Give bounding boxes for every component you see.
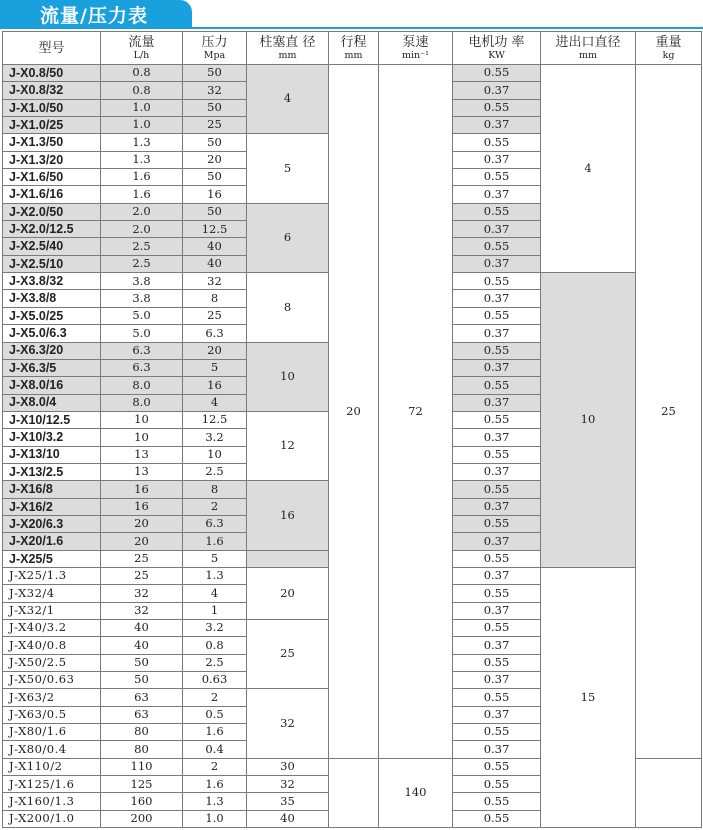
- cell-motor: 0.55: [453, 585, 541, 602]
- cell-model: J-X1.0/25: [3, 117, 101, 134]
- cell-speed: 72: [379, 65, 453, 759]
- cell-motor: 0.37: [453, 221, 541, 238]
- cell-model: J-X25/5: [3, 550, 101, 567]
- cell-plunger: 25: [247, 620, 329, 689]
- cell-pressure: 6.3: [183, 325, 247, 342]
- cell-model: J-X20/6.3: [3, 515, 101, 532]
- cell-plunger: 32: [247, 689, 329, 758]
- cell-motor: 0.55: [453, 481, 541, 498]
- cell-motor: 0.37: [453, 429, 541, 446]
- cell-motor: 0.55: [453, 793, 541, 810]
- cell-pressure: 5: [183, 550, 247, 567]
- cell-port: 10: [541, 273, 636, 568]
- cell-motor: 0.37: [453, 498, 541, 515]
- cell-model: J-X1.6/16: [3, 186, 101, 203]
- cell-flow: 6.3: [101, 359, 183, 376]
- cell-model: J-X13/2.5: [3, 463, 101, 480]
- cell-motor: 0.55: [453, 758, 541, 775]
- cell-pressure: 1.6: [183, 724, 247, 741]
- cell-flow: 2.5: [101, 238, 183, 255]
- cell-motor: 0.55: [453, 203, 541, 220]
- cell-pressure: 50: [183, 65, 247, 82]
- cell-flow: 1.6: [101, 186, 183, 203]
- cell-model: J-X200/1.0: [3, 810, 101, 827]
- cell-motor: 0.55: [453, 377, 541, 394]
- cell-model: J-X10/3.2: [3, 429, 101, 446]
- cell-model: J-X40/0.8: [3, 637, 101, 654]
- cell-motor: 0.37: [453, 567, 541, 584]
- cell-plunger: 5: [247, 134, 329, 203]
- cell-plunger: 4: [247, 65, 329, 134]
- cell-motor: 0.55: [453, 810, 541, 827]
- cell-flow: 80: [101, 741, 183, 758]
- cell-pressure: 1.6: [183, 776, 247, 793]
- cell-motor: 0.37: [453, 359, 541, 376]
- cell-model: J-X50/0.63: [3, 672, 101, 689]
- cell-pressure: 12.5: [183, 221, 247, 238]
- cell-flow: 10: [101, 429, 183, 446]
- cell-flow: 40: [101, 620, 183, 637]
- cell-pressure: 3.2: [183, 429, 247, 446]
- cell-pressure: 6.3: [183, 515, 247, 532]
- cell-plunger: 10: [247, 342, 329, 411]
- cell-flow: 1.0: [101, 99, 183, 116]
- cell-model: J-X5.0/25: [3, 307, 101, 324]
- cell-motor: 0.37: [453, 290, 541, 307]
- cell-pressure: 2: [183, 689, 247, 706]
- cell-flow: 3.8: [101, 290, 183, 307]
- cell-motor: 0.37: [453, 186, 541, 203]
- cell-motor: 0.55: [453, 134, 541, 151]
- cell-model: J-X0.8/32: [3, 82, 101, 99]
- header-model: 型号: [3, 32, 101, 65]
- cell-plunger: [247, 550, 329, 567]
- header-speed: 泵速 min⁻¹: [379, 32, 453, 65]
- cell-flow: 1.3: [101, 151, 183, 168]
- cell-pressure: 1.6: [183, 533, 247, 550]
- header-weight: 重量 kg: [636, 32, 702, 65]
- cell-pressure: 0.5: [183, 706, 247, 723]
- cell-motor: 0.37: [453, 117, 541, 134]
- cell-pressure: 1: [183, 602, 247, 619]
- cell-model: J-X6.3/5: [3, 359, 101, 376]
- cell-flow: 8.0: [101, 377, 183, 394]
- cell-motor: 0.37: [453, 82, 541, 99]
- cell-plunger: 35: [247, 793, 329, 810]
- cell-model: J-X16/8: [3, 481, 101, 498]
- cell-flow: 32: [101, 585, 183, 602]
- cell-flow: 2.0: [101, 221, 183, 238]
- cell-motor: 0.37: [453, 533, 541, 550]
- cell-motor: 0.55: [453, 238, 541, 255]
- title-bar: [0, 0, 703, 27]
- cell-model: J-X3.8/8: [3, 290, 101, 307]
- cell-motor: 0.37: [453, 706, 541, 723]
- cell-motor: 0.37: [453, 394, 541, 411]
- cell-flow: 16: [101, 498, 183, 515]
- cell-weight: [636, 758, 702, 827]
- cell-pressure: 40: [183, 238, 247, 255]
- cell-motor: 0.55: [453, 515, 541, 532]
- cell-plunger: 12: [247, 411, 329, 480]
- cell-model: J-X20/1.6: [3, 533, 101, 550]
- cell-motor: 0.55: [453, 689, 541, 706]
- cell-motor: 0.37: [453, 672, 541, 689]
- cell-pressure: 0.4: [183, 741, 247, 758]
- cell-model: J-X2.0/50: [3, 203, 101, 220]
- cell-stroke: 20: [329, 65, 379, 759]
- cell-flow: 6.3: [101, 342, 183, 359]
- cell-plunger: 30: [247, 758, 329, 775]
- cell-pressure: 50: [183, 99, 247, 116]
- cell-pressure: 5: [183, 359, 247, 376]
- cell-flow: 13: [101, 463, 183, 480]
- cell-model: J-X160/1.3: [3, 793, 101, 810]
- cell-motor: 0.55: [453, 169, 541, 186]
- cell-pressure: 0.63: [183, 672, 247, 689]
- header-row: [3, 32, 702, 65]
- table-body: [3, 65, 702, 828]
- cell-plunger: 16: [247, 481, 329, 550]
- cell-motor: 0.55: [453, 620, 541, 637]
- cell-pressure: 2.5: [183, 463, 247, 480]
- cell-pressure: 10: [183, 446, 247, 463]
- spec-table: [2, 31, 702, 828]
- cell-motor: 0.37: [453, 637, 541, 654]
- cell-pressure: 12.5: [183, 411, 247, 428]
- cell-plunger: 40: [247, 810, 329, 827]
- page-title: 流量/压力表: [40, 5, 148, 27]
- cell-motor: 0.37: [453, 151, 541, 168]
- cell-pressure: 20: [183, 151, 247, 168]
- cell-model: J-X5.0/6.3: [3, 325, 101, 342]
- header-plunger: 柱塞直 径 mm: [247, 32, 329, 65]
- cell-pressure: 1.3: [183, 793, 247, 810]
- cell-port: 15: [541, 567, 636, 827]
- cell-motor: 0.37: [453, 463, 541, 480]
- cell-flow: 20: [101, 515, 183, 532]
- cell-pressure: 16: [183, 377, 247, 394]
- cell-model: J-X50/2.5: [3, 654, 101, 671]
- cell-model: J-X80/1.6: [3, 724, 101, 741]
- cell-flow: 2.0: [101, 203, 183, 220]
- cell-pressure: 1.0: [183, 810, 247, 827]
- cell-model: J-X63/2: [3, 689, 101, 706]
- cell-model: J-X32/4: [3, 585, 101, 602]
- cell-port: 4: [541, 65, 636, 273]
- cell-model: J-X1.0/50: [3, 99, 101, 116]
- cell-motor: 0.55: [453, 273, 541, 290]
- cell-flow: 1.3: [101, 134, 183, 151]
- cell-pressure: 32: [183, 82, 247, 99]
- cell-motor: 0.55: [453, 776, 541, 793]
- cell-flow: 5.0: [101, 307, 183, 324]
- cell-stroke: [329, 758, 379, 827]
- cell-model: J-X0.8/50: [3, 65, 101, 82]
- cell-weight: 25: [636, 65, 702, 759]
- cell-flow: 10: [101, 411, 183, 428]
- cell-plunger: 32: [247, 776, 329, 793]
- cell-pressure: 8: [183, 481, 247, 498]
- cell-motor: 0.37: [453, 741, 541, 758]
- cell-flow: 20: [101, 533, 183, 550]
- cell-motor: 0.55: [453, 307, 541, 324]
- header-motor: 电机功 率 KW: [453, 32, 541, 65]
- cell-pressure: 2: [183, 758, 247, 775]
- cell-pressure: 50: [183, 134, 247, 151]
- cell-flow: 80: [101, 724, 183, 741]
- cell-model: J-X63/0.5: [3, 706, 101, 723]
- cell-pressure: 0.8: [183, 637, 247, 654]
- cell-pressure: 50: [183, 169, 247, 186]
- cell-speed: 140: [379, 758, 453, 827]
- cell-flow: 25: [101, 550, 183, 567]
- cell-flow: 63: [101, 706, 183, 723]
- cell-model: J-X40/3.2: [3, 620, 101, 637]
- header-port: 进出口直径 mm: [541, 32, 636, 65]
- cell-model: J-X13/10: [3, 446, 101, 463]
- cell-pressure: 8: [183, 290, 247, 307]
- cell-plunger: 8: [247, 273, 329, 342]
- cell-model: J-X1.3/20: [3, 151, 101, 168]
- cell-pressure: 1.3: [183, 567, 247, 584]
- cell-plunger: 6: [247, 203, 329, 272]
- cell-model: J-X2.5/40: [3, 238, 101, 255]
- cell-model: J-X25/1.3: [3, 567, 101, 584]
- cell-motor: 0.55: [453, 342, 541, 359]
- cell-flow: 125: [101, 776, 183, 793]
- cell-model: J-X10/12.5: [3, 411, 101, 428]
- cell-motor: 0.55: [453, 65, 541, 82]
- header-flow: 流量 L/h: [101, 32, 183, 65]
- cell-pressure: 25: [183, 307, 247, 324]
- cell-pressure: 50: [183, 203, 247, 220]
- title-underline: [0, 27, 703, 29]
- cell-model: J-X8.0/16: [3, 377, 101, 394]
- header-stroke: 行程 mm: [329, 32, 379, 65]
- cell-flow: 200: [101, 810, 183, 827]
- cell-motor: 0.37: [453, 602, 541, 619]
- cell-motor: 0.37: [453, 255, 541, 272]
- cell-flow: 63: [101, 689, 183, 706]
- cell-pressure: 25: [183, 117, 247, 134]
- cell-model: J-X1.6/50: [3, 169, 101, 186]
- cell-model: J-X8.0/4: [3, 394, 101, 411]
- cell-pressure: 40: [183, 255, 247, 272]
- cell-flow: 40: [101, 637, 183, 654]
- cell-motor: 0.55: [453, 724, 541, 741]
- cell-flow: 1.6: [101, 169, 183, 186]
- cell-pressure: 2: [183, 498, 247, 515]
- cell-plunger: 20: [247, 567, 329, 619]
- cell-model: J-X3.8/32: [3, 273, 101, 290]
- cell-model: J-X125/1.6: [3, 776, 101, 793]
- cell-model: J-X1.3/50: [3, 134, 101, 151]
- cell-motor: 0.55: [453, 446, 541, 463]
- cell-flow: 0.8: [101, 82, 183, 99]
- cell-motor: 0.55: [453, 411, 541, 428]
- cell-model: J-X16/2: [3, 498, 101, 515]
- cell-flow: 32: [101, 602, 183, 619]
- cell-model: J-X80/0.4: [3, 741, 101, 758]
- cell-pressure: 4: [183, 394, 247, 411]
- cell-model: J-X32/1: [3, 602, 101, 619]
- cell-flow: 110: [101, 758, 183, 775]
- cell-flow: 3.8: [101, 273, 183, 290]
- table-row: [3, 65, 702, 82]
- cell-pressure: 3.2: [183, 620, 247, 637]
- cell-pressure: 16: [183, 186, 247, 203]
- cell-pressure: 4: [183, 585, 247, 602]
- cell-motor: 0.55: [453, 550, 541, 567]
- header-pressure: 压力 Mpa: [183, 32, 247, 65]
- cell-flow: 16: [101, 481, 183, 498]
- cell-model: J-X2.5/10: [3, 255, 101, 272]
- cell-flow: 160: [101, 793, 183, 810]
- cell-flow: 50: [101, 672, 183, 689]
- cell-flow: 50: [101, 654, 183, 671]
- cell-pressure: 20: [183, 342, 247, 359]
- cell-motor: 0.55: [453, 654, 541, 671]
- cell-motor: 0.55: [453, 99, 541, 116]
- cell-flow: 13: [101, 446, 183, 463]
- cell-motor: 0.37: [453, 325, 541, 342]
- cell-flow: 1.0: [101, 117, 183, 134]
- cell-flow: 5.0: [101, 325, 183, 342]
- cell-flow: 25: [101, 567, 183, 584]
- cell-model: J-X6.3/20: [3, 342, 101, 359]
- cell-model: J-X2.0/12.5: [3, 221, 101, 238]
- cell-model: J-X110/2: [3, 758, 101, 775]
- cell-flow: 0.8: [101, 65, 183, 82]
- cell-pressure: 2.5: [183, 654, 247, 671]
- cell-pressure: 32: [183, 273, 247, 290]
- cell-flow: 8.0: [101, 394, 183, 411]
- cell-flow: 2.5: [101, 255, 183, 272]
